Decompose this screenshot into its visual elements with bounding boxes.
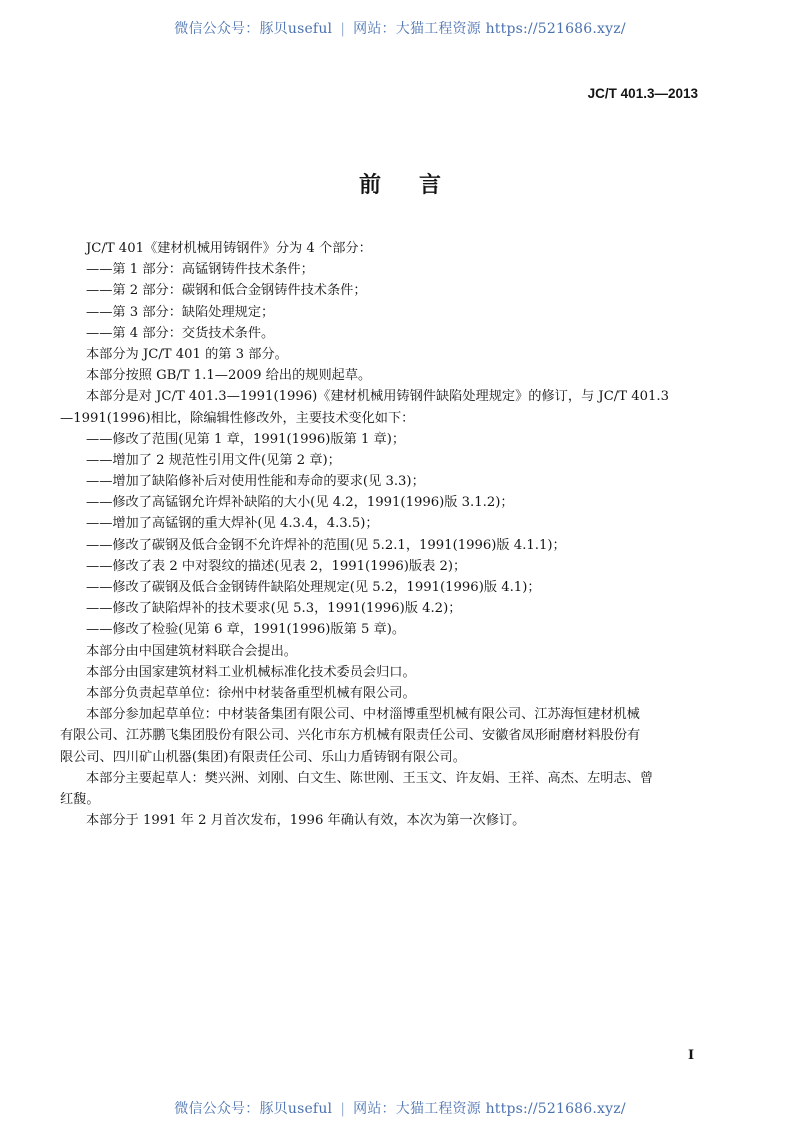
list-item-change: ——修改了碳钢及低合金钢铸件缺陷处理规定(见 5.2，1991(1996)版 4.1)； <box>86 580 541 595</box>
list-item-change: ——修改了表 2 中对裂纹的描述(见表 2，1991(1996)版表 2)； <box>86 558 467 574</box>
paragraph-participants-line1: 本部分参加起草单位：中材装备集团有限公司、中材淄博重型机械有限公司、江苏海恒建材机械 <box>86 707 640 723</box>
paragraph-participants-line2: 有限公司、江苏鹏飞集团股份有限公司、兴化市东方机械有限责任公司、安徽省凤形耐磨材料股份有 <box>60 728 641 744</box>
list-item-part: ——第 2 部分：碳钢和低合金钢铸件技术条件； <box>86 283 367 299</box>
watermark-top <box>0 18 800 38</box>
standard-code: JC/T 401.3—2013 <box>587 86 698 101</box>
paragraph-participants-line3: 限公司、四川矿山机器(集团)有限责任公司、乐山力盾铸钢有限公司。 <box>60 749 466 765</box>
foreword-body <box>60 238 706 831</box>
paragraph-drafters-line1: 本部分主要起草人：樊兴洲、刘刚、白文生、陈世刚、王玉文、许友娟、王祥、高杰、左明志、曾 <box>86 770 654 786</box>
paragraph-committee: 本部分由国家建筑材料工业机械标准化技术委员会归口。 <box>86 664 416 680</box>
list-item-part: ——第 4 部分：交货技术条件。 <box>86 325 275 341</box>
list-item-change: ——增加了缺陷修补后对使用性能和寿命的要求(见 3.3)； <box>86 474 425 490</box>
watermark-website: 网站：大猫工程资源 https://521686.xyz/ <box>353 21 626 37</box>
paragraph-part-statement: 本部分为 JC/T 401 的第 3 部分。 <box>86 346 288 362</box>
paragraph-revision-line1: 本部分是对 JC/T 401.3—1991(1996)《建材机械用铸钢件缺陷处理规定》的修订，与 JC/T 401.3 <box>86 389 669 405</box>
list-item-change: ——增加了 2 规范性引用文件(见第 2 章)； <box>86 452 341 468</box>
paragraph-drafting-rules: 本部分按照 GB/T 1.1—2009 给出的规则起草。 <box>86 368 372 384</box>
paragraph-drafters-line2: 红馥。 <box>60 791 100 807</box>
watermark-wechat: 微信公众号：豚贝useful <box>174 1101 333 1117</box>
list-item-change: ——修改了碳钢及低合金钢不允许焊补的范围(见 5.2.1，1991(1996)版 4.1.1)； <box>86 537 566 553</box>
list-item-part: ——第 3 部分：缺陷处理规定； <box>86 304 275 320</box>
paragraph-publication-history: 本部分于 1991 年 2 月首次发布，1996 年确认有效，本次为第一次修订。 <box>86 813 526 829</box>
page-number: I <box>688 1048 695 1063</box>
list-item-change: ——修改了范围(见第 1 章，1991(1996)版第 1 章)； <box>86 431 406 447</box>
watermark-wechat: 微信公众号：豚贝useful <box>174 21 333 37</box>
watermark-website: 网站：大猫工程资源 https://521686.xyz/ <box>353 1101 626 1117</box>
paragraph-lead-drafter: 本部分负责起草单位：徐州中材装备重型机械有限公司。 <box>86 685 416 701</box>
list-item-part: ——第 1 部分：高锰钢铸件技术条件； <box>86 262 314 278</box>
page-title: 前言 <box>358 173 479 198</box>
list-item-change: ——修改了高锰钢允许焊补缺陷的大小(见 4.2，1991(1996)版 3.1.2)； <box>86 495 514 511</box>
paragraph-parts-intro: JC/T 401《建材机械用铸钢件》分为 4 个部分： <box>86 241 372 256</box>
list-item-change: ——增加了高锰钢的重大焊补(见 4.3.4，4.3.5)； <box>86 516 379 532</box>
watermark-separator: | <box>340 1101 346 1117</box>
list-item-change: ——修改了缺陷焊补的技术要求(见 5.3，1991(1996)版 4.2)； <box>86 601 462 617</box>
list-item-change: ——修改了检验(见第 6 章，1991(1996)版第 5 章)。 <box>86 622 406 638</box>
paragraph-proposer: 本部分由中国建筑材料联合会提出。 <box>86 643 297 659</box>
watermark-separator: | <box>340 21 346 37</box>
watermark-bottom <box>0 1098 800 1118</box>
paragraph-revision-line2: —1991(1996)相比，除编辑性修改外，主要技术变化如下： <box>60 410 415 426</box>
